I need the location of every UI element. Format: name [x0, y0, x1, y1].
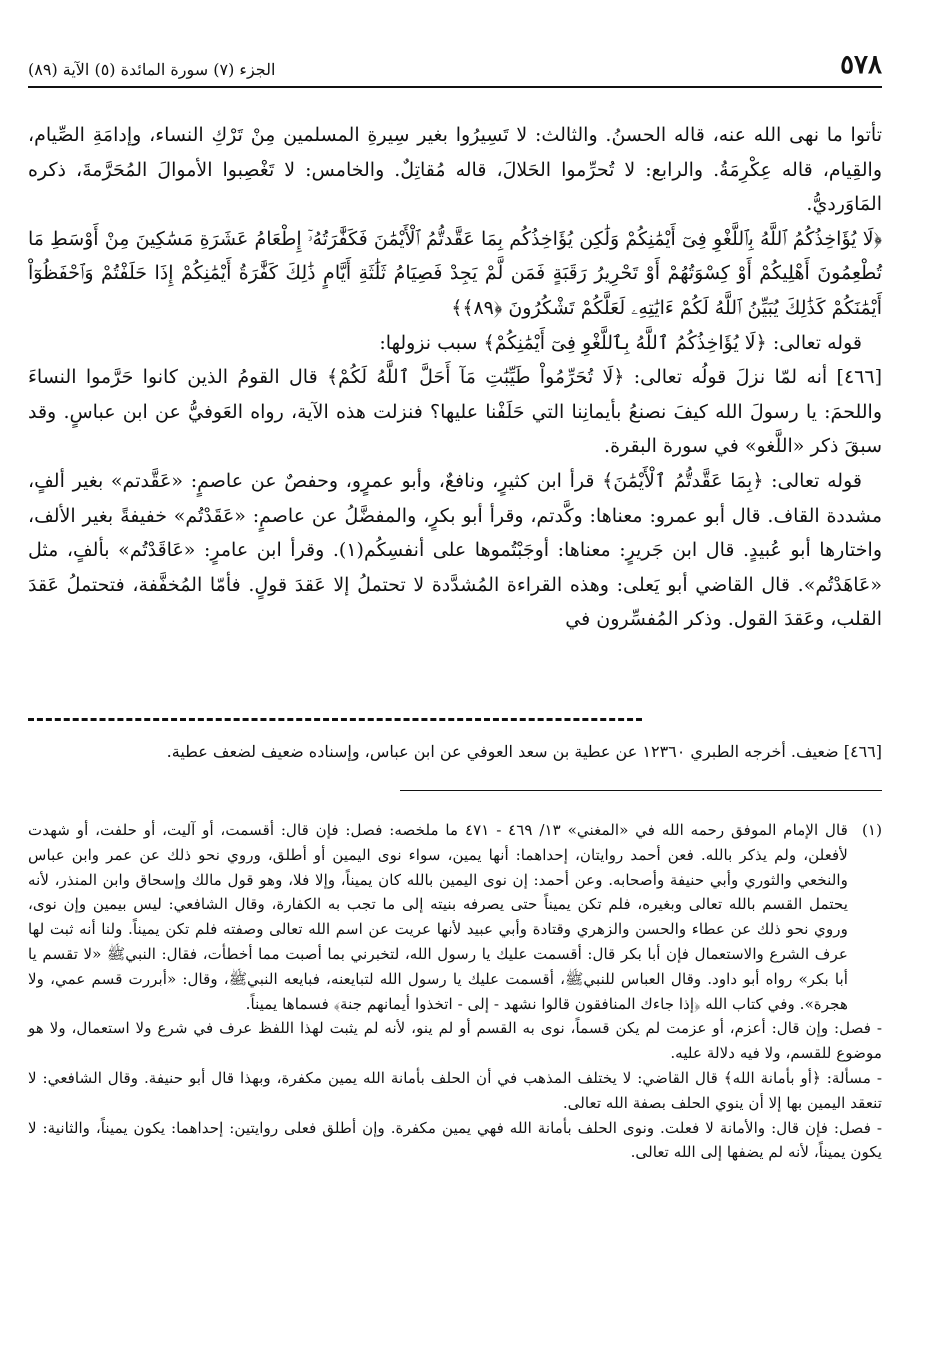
footnote-section-amanah: - مسألة: ﴿أو بأمانة الله﴾ قال القاضي: لا يختلف المذهب في أن الحلف بأمانة الله يمين مكفرة، وبهذا قال أبو حنيفة. وقال الشافعي: لا تنعقد اليمين بها إلا أن ينوي الحلف بصفة الله تعالى. [28, 1068, 882, 1112]
page-number: ٥٧٨ [840, 50, 882, 80]
quran-verse: ﴿لَا يُؤَاخِذُكُمُ ٱللَّهُ بِٱللَّغْوِ فِىٓ أَيْمَٰنِكُمْ وَلَٰكِن يُؤَاخِذُكُم بِمَا عَقَّدتُّمُ ٱلْأَيْمَٰنَ فَكَفَّٰرَتُهُۥٓ إِطْعَامُ عَشَرَةِ مَسَٰكِينَ مِنْ أَوْسَطِ مَا تُطْعِمُونَ أَهْلِيكُمْ أَوْ كِسْوَتُهُمْ أَوْ تَحْرِيرُ رَقَبَةٍ فَمَن لَّمْ يَجِدْ فَصِيَامُ ثَلَٰثَةِ أَيَّامٍ ذَٰلِكَ كَفَّٰرَةُ أَيْمَٰنِكُمْ إِذَا حَلَفْتُمْ وَٱحْفَظُوٓاْ أَيْمَٰنَكُمْ كَذَٰلِكَ يُبَيِّنُ ٱللَّهُ لَكُمْ ءَايَٰتِهِۦ لَعَلَّكُمْ تَشْكُرُونَ ﴿٨٩﴾﴾ [28, 227, 882, 319]
footnote-number: (١) [861, 821, 882, 839]
footnote-section-azm: - فصل: وإن قال: أعزم، أو عزمت لم يكن قسماً، نوى به القسم أو لم ينو، لأنه لم يثبت لهذا اللفظ عرف في شرع ولا استعمال، ولا هو موضوع للقسم، ولا فيه دلالة عليه. [28, 1019, 882, 1063]
paragraph-readings: قوله تعالى: ﴿بِمَا عَقَّدتُّمُ ٱلْأَيْمَٰنَ﴾ قرأ ابن كثيرٍ، ونافعٌ، وأبو عمرٍو، وحفصٌ عن عاصمٍ: «عَقَّدتم» بغير ألفٍ، مشددة القاف. قال أبو عمرو: معناها: وكَّدتم، وقرأ أبو بكرٍ، والمفضَّلُ عن عاصمٍ: «عَقَدْتُم» خفيفةً بغير الألف، واختارها أبو عُبيدٍ. قال ابن جَريرٍ: معناها: أوجَبْتُموها على أنفسِكُم(١). وقرأ ابن عامرٍ: «عَاقَدْتُم» بألفٍ، مثل «عَاهَدْتُم». قال القاضي أبو يَعلى: وهذه القراءة المُشدَّدة لا تحتملُ إلا عَقدَ قولٍ. فأمّا المُخفَّفة، فتحتملُ عَقدَ القلب، وعَقدَ القول. وذكر المُفسِّرون في [28, 469, 882, 631]
paragraph-hadith-466: [٤٦٦] أنه لمّا نزلَ قولُه تعالى: ﴿لَا تُحَرِّمُواْ طَيِّبَٰتِ مَآ أَحَلَّ ٱللَّهُ لَكُمْ﴾ قال القومُ الذين كانوا حَرَّموا النساءَ واللحمَ: يا رسولَ الله كيفَ نصنعُ بأيمانِنا التي حَلَفْنا عليها؟ فنزلت هذه الآية، رواه العَوفيُّ عن ابن عباسٍ. وقد سبقَ ذكر «اللَّغو» في سورة البقرة. [28, 366, 882, 458]
paragraph-opinions: تأتوا ما نهى الله عنه، قاله الحسنُ. والثالث: لا تَسِيرُوا بغير سِيرةِ المسلمين مِنْ تَرْكِ النساء، وإدامَةِ الصِّيام، والقِيام، قاله عِكْرِمَةُ. والرابع: لا تُحرِّموا الحَلالَ، قاله مُقاتِلٌ. والخامس: لا تَغْصِبوا الأموالَ المُحَرَّمةَ، ذكره المَاوَرديُّ. [28, 124, 882, 216]
footnotes [28, 818, 882, 1165]
dashed-divider [28, 718, 642, 721]
page-header [28, 52, 882, 88]
footnote-section-amanah-2: - فصل: فإن قال: والأمانة لا فعلت. ونوى الحلف بأمانة الله فهي يمين مكفرة. وإن أطلق فعلى روايتين: إحداهما: يكون يميناً، والثانية: لا يكون يميناً، لأنه لم يضفها إلى الله تعالى. [28, 1118, 882, 1162]
footnote-divider [400, 790, 882, 791]
footnote-1 [28, 818, 882, 1016]
hadith-grading-note: [٤٦٦] ضعيف. أخرجه الطبري ١٢٣٦٠ عن عطية بن سعد العوفي عن ابن عباس، وإسناده ضعيف لضعف عطية. [166, 742, 882, 761]
paragraph-revelation-heading: قوله تعالى: ﴿لَا يُؤَاخِذُكُمُ ٱللَّهُ بِٱللَّغْوِ فِىٓ أَيْمَٰنِكُمْ﴾ سبب نزولها: [379, 331, 862, 354]
main-text [28, 118, 882, 637]
footnote-text: قال الإمام الموفق رحمه الله في «المغني» ١٣/ ٤٦٩ - ٤٧١ ما ملخصه: فصل: فإن قال: أقسمت، أو آليت، أو حلفت، أو شهدت لأفعلن، ولم يذكر بالله. فعن أحمد روايتان، إحداهما: أنها يمين، سواء نوى اليمين أو أطلق، وروي نحو ذلك عن عمر وابن عباس والنخعي والثوري وأبي حنيفة وأصحابه. وعن أحمد: إن نوى اليمين بالله كان يميناً، وإلا فلا، وهو قول مالك وإسحاق وابن المنذر، لأنه يحتمل القسم بالله تعالى وبغيره، فلم تكن يميناً حتى يصرفه بنيته إلى ما تجب به الكفارة، وقال الشافعي: ليس بيمين وإن نوى، وروي نحو ذلك عن عطاء والحسن والزهري وقتادة وأبي عبيد لأنها عريت عن اسم الله تعالى وصفته فلم تكن يميناً. ولنا أنه ثبت لها عرف الشرع والاستعمال فإن أبا بكر قال: أقسمت عليك يا رسول الله، لتخبرني بما أصبت مما أخطأت، فقال: النبيﷺ «لا تقسم يا أبا بكر» رواه أبو داود. وقال العباس للنبيﷺ، أقسمت عليك يا رسول الله لتبايعنه، فبايعه النبيﷺ، وقال: «أبررت قسم عمي، ولا هجرة». وفي كتاب الله ﴿إذا جاءك المنافقون قالوا نشهد - إلى - اتخذوا أيمانهم جنة﴾ فسماها يميناً. [28, 821, 848, 1013]
running-head: الجزء (٧) سورة المائدة (٥) الآية (٨٩) [28, 60, 276, 79]
